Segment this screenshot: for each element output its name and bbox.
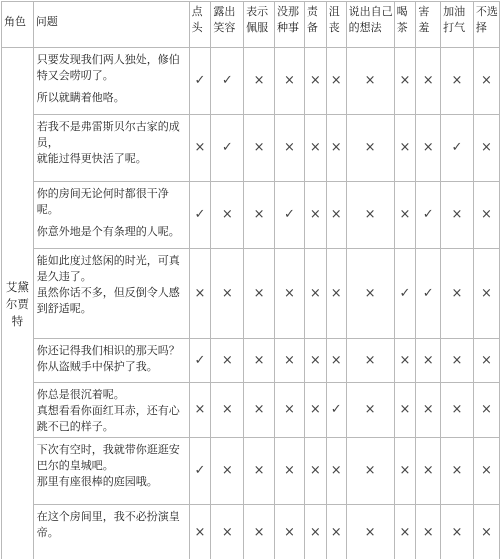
header-row bbox=[2, 2, 500, 48]
cross-mark-icon: × bbox=[346, 438, 394, 505]
cross-mark-icon: × bbox=[275, 505, 305, 559]
question-line: 你意外地是个有条理的人呢。 bbox=[36, 225, 180, 238]
header-option-text: 不选 bbox=[475, 5, 498, 18]
cross-mark-icon: × bbox=[244, 48, 275, 115]
header-option-text: 打气 bbox=[443, 21, 466, 34]
cross-mark-icon: × bbox=[275, 339, 305, 383]
cross-mark-icon: × bbox=[473, 182, 499, 249]
header-option-text: 点 bbox=[191, 5, 203, 18]
question-line: 到舒适呢。 bbox=[36, 302, 92, 315]
header-option-none bbox=[473, 2, 499, 48]
check-mark-icon: ✓ bbox=[189, 438, 211, 505]
cross-mark-icon: × bbox=[394, 505, 416, 559]
question-cell bbox=[33, 505, 189, 559]
header-option-cheer bbox=[441, 2, 474, 48]
cross-mark-icon: × bbox=[189, 505, 211, 559]
cross-mark-icon: × bbox=[244, 339, 275, 383]
header-option-tea bbox=[394, 2, 416, 48]
cross-mark-icon: × bbox=[304, 505, 326, 559]
header-option-text: 表示 bbox=[246, 5, 269, 18]
role-cell bbox=[2, 48, 34, 559]
header-option-admire bbox=[244, 2, 275, 48]
cross-mark-icon: × bbox=[394, 48, 416, 115]
cross-mark-icon: × bbox=[189, 249, 211, 339]
cross-mark-icon: × bbox=[304, 182, 326, 249]
header-role: 角色 bbox=[2, 2, 34, 48]
check-mark-icon: ✓ bbox=[189, 48, 211, 115]
header-question: 问题 bbox=[33, 2, 189, 48]
cross-mark-icon: × bbox=[326, 249, 346, 339]
cross-mark-icon: × bbox=[275, 438, 305, 505]
header-option-text: 茶 bbox=[396, 21, 408, 34]
header-option-text: 的想法 bbox=[348, 21, 382, 34]
cross-mark-icon: × bbox=[244, 438, 275, 505]
cross-mark-icon: × bbox=[416, 438, 441, 505]
cross-mark-icon: × bbox=[244, 249, 275, 339]
header-option-text: 择 bbox=[475, 21, 487, 34]
check-mark-icon: ✓ bbox=[211, 48, 244, 115]
question-line: 是久违了。 bbox=[36, 270, 92, 283]
cross-mark-icon: × bbox=[473, 339, 499, 383]
cross-mark-icon: × bbox=[211, 182, 244, 249]
question-line: 就能过得更快活了呢。 bbox=[36, 152, 147, 165]
cross-mark-icon: × bbox=[211, 383, 244, 438]
question-cell bbox=[33, 249, 189, 339]
table-row bbox=[2, 249, 500, 339]
cross-mark-icon: × bbox=[394, 339, 416, 383]
header-option-text: 没那 bbox=[277, 5, 300, 18]
cross-mark-icon: × bbox=[304, 48, 326, 115]
question-line: 只要发现我们两人独处，修伯 bbox=[36, 53, 180, 66]
cross-mark-icon: × bbox=[441, 249, 474, 339]
question-cell bbox=[33, 115, 189, 182]
cross-mark-icon: × bbox=[346, 339, 394, 383]
cross-mark-icon: × bbox=[275, 383, 305, 438]
table-row bbox=[2, 115, 500, 182]
table-row bbox=[2, 339, 500, 383]
cross-mark-icon: × bbox=[473, 249, 499, 339]
header-option-text: 丧 bbox=[328, 21, 340, 34]
role-name-text: 特 bbox=[11, 313, 24, 328]
header-option-opinion bbox=[346, 2, 394, 48]
cross-mark-icon: × bbox=[441, 339, 474, 383]
cross-mark-icon: × bbox=[326, 48, 346, 115]
cross-mark-icon: × bbox=[244, 383, 275, 438]
question-line: 在这个房间里，我不必扮演皇 bbox=[36, 510, 180, 523]
header-option-smile bbox=[211, 2, 244, 48]
cross-mark-icon: × bbox=[473, 48, 499, 115]
cross-mark-icon: × bbox=[473, 438, 499, 505]
table-row bbox=[2, 505, 500, 559]
question-cell bbox=[33, 339, 189, 383]
cross-mark-icon: × bbox=[304, 115, 326, 182]
cross-mark-icon: × bbox=[304, 383, 326, 438]
cross-mark-icon: × bbox=[346, 48, 394, 115]
cross-mark-icon: × bbox=[346, 182, 394, 249]
header-option-text: 喝 bbox=[396, 5, 408, 18]
cross-mark-icon: × bbox=[244, 505, 275, 559]
cross-mark-icon: × bbox=[394, 115, 416, 182]
cross-mark-icon: × bbox=[304, 339, 326, 383]
question-line: 那里有座很棒的庭园哦。 bbox=[36, 475, 158, 488]
cross-mark-icon: × bbox=[304, 438, 326, 505]
check-mark-icon: ✓ bbox=[326, 383, 346, 438]
header-option-text: 露出 bbox=[213, 5, 236, 18]
question-cell bbox=[33, 383, 189, 438]
cross-mark-icon: × bbox=[211, 505, 244, 559]
role-name-text: 尔贾 bbox=[5, 296, 29, 311]
header-option-shy bbox=[416, 2, 441, 48]
header-option-text: 佩服 bbox=[246, 21, 269, 34]
question-line: 虽然你话不多，但反倒令人感 bbox=[36, 286, 180, 299]
cross-mark-icon: × bbox=[346, 383, 394, 438]
check-mark-icon: ✓ bbox=[394, 249, 416, 339]
cross-mark-icon: × bbox=[441, 182, 474, 249]
question-line: 帝。 bbox=[36, 526, 59, 539]
header-option-text: 说出自己 bbox=[348, 5, 393, 18]
question-line: 你从盗贼手中保护了我。 bbox=[36, 360, 158, 373]
question-cell bbox=[33, 182, 189, 249]
check-mark-icon: ✓ bbox=[189, 339, 211, 383]
cross-mark-icon: × bbox=[275, 115, 305, 182]
cross-mark-icon: × bbox=[211, 438, 244, 505]
cross-mark-icon: × bbox=[473, 505, 499, 559]
header-option-text: 羞 bbox=[418, 21, 430, 34]
header-option-dejected bbox=[326, 2, 346, 48]
dialogue-choice-table bbox=[1, 1, 500, 559]
cross-mark-icon: × bbox=[275, 48, 305, 115]
question-cell bbox=[33, 438, 189, 505]
header-option-text: 笑容 bbox=[213, 21, 236, 34]
header-option-text: 备 bbox=[306, 21, 318, 34]
cross-mark-icon: × bbox=[416, 383, 441, 438]
question-line: 员， bbox=[36, 136, 59, 149]
header-option-text: 沮 bbox=[328, 5, 340, 18]
question-line: 所以就瞒着他咯。 bbox=[36, 91, 125, 104]
question-line: 你的房间无论何时都很干净 bbox=[36, 187, 169, 200]
cross-mark-icon: × bbox=[416, 339, 441, 383]
cross-mark-icon: × bbox=[394, 383, 416, 438]
cross-mark-icon: × bbox=[416, 48, 441, 115]
cross-mark-icon: × bbox=[189, 383, 211, 438]
cross-mark-icon: × bbox=[416, 115, 441, 182]
cross-mark-icon: × bbox=[326, 339, 346, 383]
cross-mark-icon: × bbox=[244, 182, 275, 249]
cross-mark-icon: × bbox=[275, 249, 305, 339]
question-line: 跳不已的样子。 bbox=[36, 420, 114, 433]
question-line: 下次有空时，我就带你逛逛安 bbox=[36, 443, 180, 456]
header-option-text: 加油 bbox=[443, 5, 466, 18]
cross-mark-icon: × bbox=[441, 505, 474, 559]
check-mark-icon: ✓ bbox=[189, 182, 211, 249]
check-mark-icon: ✓ bbox=[441, 115, 474, 182]
cross-mark-icon: × bbox=[211, 339, 244, 383]
check-mark-icon: ✓ bbox=[416, 182, 441, 249]
header-option-nod bbox=[189, 2, 211, 48]
question-line: 巴尔的皇城吧。 bbox=[36, 459, 114, 472]
cross-mark-icon: × bbox=[304, 249, 326, 339]
table-row bbox=[2, 182, 500, 249]
cross-mark-icon: × bbox=[394, 438, 416, 505]
question-line: 你总是很沉着呢。 bbox=[36, 388, 125, 401]
question-cell bbox=[33, 48, 189, 115]
cross-mark-icon: × bbox=[346, 505, 394, 559]
table-row bbox=[2, 438, 500, 505]
question-line: 特又会唠叨了。 bbox=[36, 69, 114, 82]
header-option-text: 种事 bbox=[277, 21, 300, 34]
cross-mark-icon: × bbox=[441, 383, 474, 438]
cross-mark-icon: × bbox=[416, 505, 441, 559]
question-line: 你还记得我们相识的那天吗？ bbox=[36, 344, 180, 357]
cross-mark-icon: × bbox=[326, 182, 346, 249]
cross-mark-icon: × bbox=[346, 249, 394, 339]
header-option-text: 害 bbox=[418, 5, 430, 18]
question-line: 若我不是弗雷斯贝尔古家的成 bbox=[36, 120, 180, 133]
header-option-deny bbox=[275, 2, 305, 48]
check-mark-icon: ✓ bbox=[211, 115, 244, 182]
question-line: 能如此度过悠闲的时光，可真 bbox=[36, 254, 180, 267]
cross-mark-icon: × bbox=[441, 438, 474, 505]
cross-mark-icon: × bbox=[244, 115, 275, 182]
table-row bbox=[2, 48, 500, 115]
role-name-text: 艾黛 bbox=[5, 279, 29, 294]
cross-mark-icon: × bbox=[326, 505, 346, 559]
header-option-text: 头 bbox=[191, 21, 203, 34]
cross-mark-icon: × bbox=[394, 182, 416, 249]
check-mark-icon: ✓ bbox=[416, 249, 441, 339]
cross-mark-icon: × bbox=[189, 115, 211, 182]
cross-mark-icon: × bbox=[326, 115, 346, 182]
check-mark-icon: ✓ bbox=[275, 182, 305, 249]
cross-mark-icon: × bbox=[211, 249, 244, 339]
header-option-blame bbox=[304, 2, 326, 48]
cross-mark-icon: × bbox=[473, 115, 499, 182]
cross-mark-icon: × bbox=[473, 383, 499, 438]
table-row bbox=[2, 383, 500, 438]
cross-mark-icon: × bbox=[346, 115, 394, 182]
question-line: 呢。 bbox=[36, 203, 59, 216]
cross-mark-icon: × bbox=[441, 48, 474, 115]
question-line: 真想看看你面红耳赤，还有心 bbox=[36, 404, 180, 417]
header-option-text: 责 bbox=[306, 5, 318, 18]
cross-mark-icon: × bbox=[326, 438, 346, 505]
